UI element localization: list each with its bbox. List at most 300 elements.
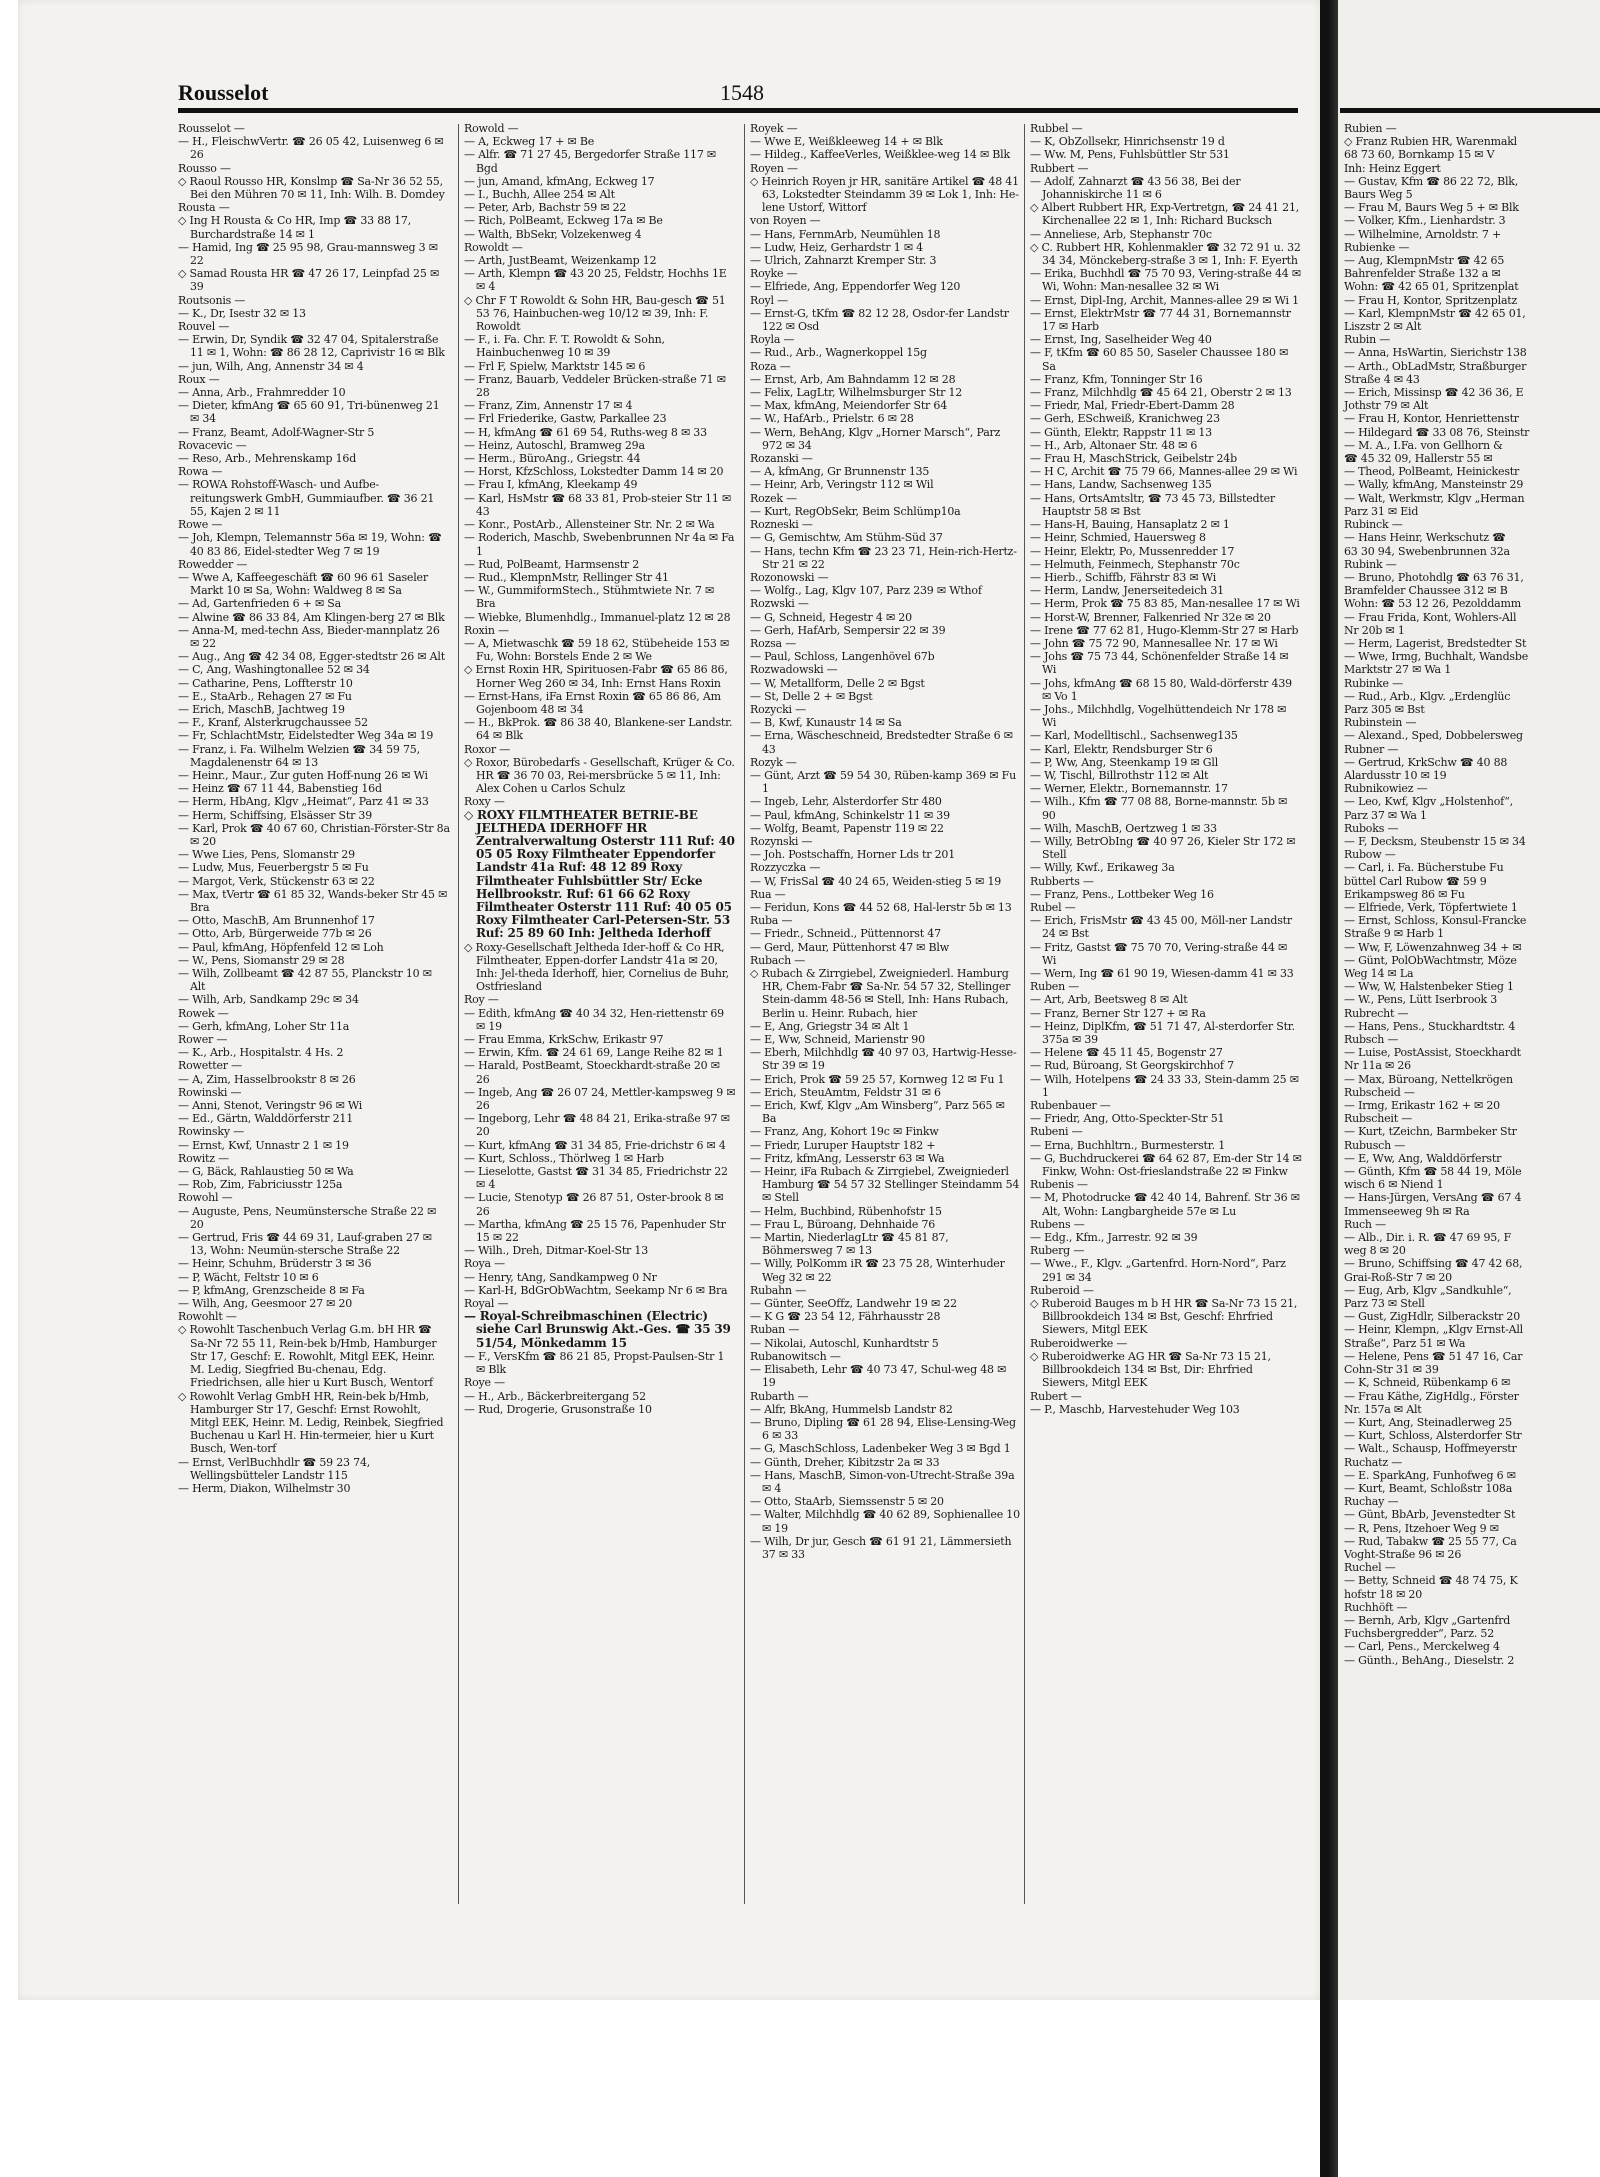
directory-entry: — Fritz, Gastst ☎ 75 70 70, Vering-straße 44 ✉ Wi — [1030, 940, 1288, 967]
directory-entry: — Ww. M, Pens, Fuhlsbüttler Str 531 — [1030, 148, 1230, 162]
directory-entry: — Rud, Büroang, St Georgskirchhof 7 — [1030, 1059, 1234, 1073]
directory-entry: — Aug., Ang ☎ 42 34 08, Egger-stedtstr 26 ✉ Alt — [178, 650, 445, 664]
directory-entry: Nr 20b ✉ 1 — [1344, 623, 1405, 637]
surname-heading: Routsonis — — [178, 293, 246, 307]
directory-entry: — Paul, Schloss, Langenhövel 67b — [750, 650, 935, 664]
directory-entry: Immenseeweg 9h ✉ Ra — [1344, 1204, 1470, 1218]
directory-entry: — John ☎ 75 72 90, Mannesallee Nr. 17 ✉ Wi — [1030, 636, 1278, 650]
surname-heading: Rozonowski — — [750, 570, 829, 584]
surname-heading: Rovacevic — — [178, 438, 247, 452]
directory-entry: — Franz, Berner Str 127 + ✉ Ra — [1030, 1006, 1206, 1020]
directory-entry: — Bernh, Arb, Klgv „Gartenfrd — [1344, 1613, 1511, 1627]
directory-entry: — Eberh, Milchhdlg ☎ 40 97 03, Hartwig-Hesse-Str 39 ✉ 19 — [750, 1046, 1017, 1073]
directory-entry: — Walth, BbSekr, Volzekenweg 4 — [464, 227, 642, 241]
directory-entry: Fuchsbergredder“, Parz. 52 — [1344, 1627, 1495, 1641]
directory-entry: — H C, Archit ☎ 75 79 66, Mannes-allee 29 ✉ Wi — [1030, 465, 1298, 479]
directory-entry: — Gustav, Kfm ☎ 86 22 72, Blk, — [1344, 174, 1519, 188]
directory-entry: Bramfelder Chaussee 312 ✉ B — [1344, 584, 1508, 598]
directory-entry: — Ernst, ElektrMstr ☎ 77 44 31, Bornemannstr 17 ✉ Harb — [1030, 306, 1291, 334]
directory-entry: — Franz, Kfm, Tonninger Str 16 — [1030, 372, 1203, 386]
surname-heading: Royke — — [750, 267, 798, 281]
directory-entry: — Wwe E, Weißkleeweg 14 + ✉ Blk — [750, 135, 943, 149]
directory-entry: — Lucie, Stenotyp ☎ 26 87 51, Oster-brook 8 ✉ 26 — [464, 1191, 724, 1218]
directory-entry: — Wally, kfmAng, Mansteinstr 29 — [1344, 478, 1524, 492]
directory-entry: — Hans, Pens., Stuckhardtstr. 4 — [1344, 1019, 1516, 1033]
directory-entry: — R, Pens, Itzehoer Weg 9 ✉ — [1344, 1521, 1499, 1535]
directory-entry: ◇ Ing H Rousta & Co HR, Imp ☎ 33 88 17, Burchardstraße 14 ✉ 1 — [178, 214, 412, 241]
directory-entry: — Gertrud, KrkSchw ☎ 40 88 — [1344, 755, 1508, 769]
directory-entry: — Friedr, Ang, Otto-Speckter-Str 51 — [1030, 1112, 1225, 1126]
directory-entry: — K G ☎ 23 54 12, Fährhausstr 28 — [750, 1310, 941, 1324]
directory-entry: — Auguste, Pens, Neumünstersche Straße 22 ✉ 20 — [178, 1204, 437, 1231]
directory-entry: — H, kfmAng ☎ 61 69 54, Ruths-weg 8 ✉ 33 — [464, 425, 707, 439]
directory-entry: — Karl, Modelltischl., Sachsenweg135 — [1030, 729, 1238, 743]
directory-entry: — jun, Wilh, Ang, Annenstr 34 ✉ 4 — [178, 359, 364, 373]
directory-entry: — Art, Arb, Beetsweg 8 ✉ Alt — [1030, 993, 1188, 1007]
directory-entry: — W., GummiformStech., Stühmtwiete Nr. 7 ✉ Bra — [464, 584, 715, 611]
surname-heading: Ruberoid — — [1030, 1283, 1094, 1297]
directory-entry: Ruchel — — [1344, 1561, 1396, 1575]
directory-entry: Rubscheid — — [1344, 1085, 1415, 1099]
directory-entry: — Max, Büroang, Nettelkrögen — [1344, 1072, 1513, 1086]
directory-entry: Straße 9 ✉ Harb 1 — [1344, 927, 1444, 941]
directory-entry: 63 30 94, Swebenbrunnen 32a — [1344, 544, 1510, 558]
directory-entry: Nr. 157a ✉ Alt — [1344, 1402, 1422, 1416]
directory-entry: — Martha, kfmAng ☎ 25 15 76, Papenhuder Str 15 ✉ 22 — [464, 1217, 726, 1245]
directory-entry: ◇ Ruberoidwerke AG HR ☎ Sa-Nr 73 15 21, Billbrookdeich 134 ✉ Bst, Dir: Ehrfried Siewers, Mitgl EEK — [1030, 1349, 1271, 1390]
directory-entry: — Joh. Postschaffn, Horner Lds tr 201 — [750, 848, 956, 862]
directory-entry: — Helm, Buchbind, Rübenhofstr 15 — [750, 1204, 942, 1218]
directory-entry: — Ernst, Kwf, Unnastr 2 1 ✉ 19 — [178, 1138, 349, 1152]
directory-entry: — Anna, Arb., Frahmredder 10 — [178, 386, 346, 400]
directory-entry: — Arth, JustBeamt, Weizenkamp 12 — [464, 254, 657, 268]
directory-entry: — Hildeg., KaffeeVerles, Weißklee-weg 14 ✉ Blk — [750, 148, 1010, 162]
directory-entry: — Paul, kfmAng, Höpfenfeld 12 ✉ Loh — [178, 940, 384, 954]
directory-entry: — Wwe Lies, Pens, Slomanstr 29 — [178, 848, 355, 862]
directory-entry: — Karl, Prok ☎ 40 67 60, Christian-Förster-Str 8a ✉ 20 — [178, 821, 450, 848]
directory-entry: — Margot, Verk, Stückenstr 63 ✉ 22 — [178, 874, 375, 888]
surname-heading: Roxy — — [464, 795, 505, 809]
surname-heading: Rubach — — [750, 953, 806, 967]
directory-entry: Ruchay — — [1344, 1495, 1399, 1509]
directory-entry: Baurs Weg 5 — [1344, 188, 1413, 202]
directory-entry: — Kurt, tZeichn, Barmbeker Str — [1344, 1125, 1517, 1139]
directory-entry: — E, Ang, Griegstr 34 ✉ Alt 1 — [750, 1019, 910, 1033]
directory-entry: — Anneliese, Arb, Stephanstr 70c — [1030, 227, 1212, 241]
directory-entry: — Anna, HsWartin, Sierichstr 138 — [1344, 346, 1527, 360]
directory-entry: — Frau M, Baurs Weg 5 + ✉ Blk — [1344, 201, 1519, 215]
directory-entry: — G, Bäck, Rahlaustieg 50 ✉ Wa — [178, 1165, 354, 1179]
surname-heading: Rubenis — — [1030, 1178, 1088, 1192]
directory-entry: — B, Kwf, Kunaustr 14 ✉ Sa — [750, 716, 902, 730]
directory-entry: — Ernst-G, tKfm ☎ 82 12 28, Osdor-fer Landstr 122 ✉ Osd — [750, 306, 1009, 334]
directory-entry: — Günt, Arzt ☎ 59 54 30, Rüben-kamp 369 ✉ Fu 1 — [750, 768, 1016, 796]
directory-entry: — Ernst, Schloss, Konsul-Francke — [1344, 914, 1527, 928]
directory-entry: — Heinr, Klempn, „Klgv Ernst-All — [1344, 1323, 1523, 1337]
directory-entry: — F, Decksm, Steubenstr 15 ✉ 34 — [1344, 834, 1526, 848]
directory-entry: — Horst, KfzSchloss, Lokstedter Damm 14 ✉ 20 — [464, 465, 724, 479]
directory-entry: — Alfr. ☎ 71 27 45, Bergedorfer Straße 117 ✉ Bgd — [464, 148, 716, 175]
directory-entry: — Günter, SeeOffz, Landwehr 19 ✉ 22 — [750, 1297, 957, 1311]
directory-entry: — Hans Heinr, Werkschutz ☎ — [1344, 531, 1506, 545]
directory-entry: — Ingeborg, Lehr ☎ 48 84 21, Erika-straße 97 ✉ 20 — [464, 1112, 730, 1139]
directory-entry: — Friedr, Luruper Hauptstr 182 + — [750, 1138, 936, 1152]
directory-entry: ◇ Ernst Roxin HR, Spirituosen-Fabr ☎ 65 86 86, Horner Weg 260 ✉ 34, Inh: Ernst Hans Roxin — [464, 663, 728, 690]
directory-entry: Rubscheit — — [1344, 1112, 1413, 1126]
directory-entry: — Volker, Kfm., Lienhardstr. 3 — [1344, 214, 1506, 228]
directory-entry: — Alb., Dir. i. R. ☎ 47 69 95, F — [1344, 1231, 1512, 1245]
directory-entry: — F., i. Fa. Chr. F. T. Rowoldt & Sohn, Hainbuchenweg 10 ✉ 39 — [464, 333, 665, 360]
surname-heading: Ruberg — — [1030, 1244, 1085, 1258]
surname-heading: Rozwski — — [750, 597, 809, 611]
directory-entry: — Bruno, Dipling ☎ 61 28 94, Elise-Lensing-Weg 6 ✉ 33 — [750, 1415, 1016, 1443]
directory-entry: ◇ Chr F T Rowoldt & Sohn HR, Bau-gesch ☎ 51 53 76, Hainbuchen-weg 10/12 ✉ 39, Inh: F. Rowoldt — [464, 293, 726, 334]
surname-heading: Rowedder — — [178, 557, 248, 571]
directory-entry: Jothstr 79 ✉ Alt — [1344, 399, 1429, 413]
directory-entry: — Arth, Klempn ☎ 43 20 25, Feldstr, Hochhs 1E ✉ 4 — [464, 267, 727, 294]
directory-entry: — ROWA Rohstoff-Wasch- und Aufbe-reitungswerk GmbH, Gummiaufber. ☎ 36 21 55, Kajen 2 ✉ 11 — [178, 478, 435, 518]
directory-entry: — Wilh., Kfm ☎ 77 08 88, Borne-mannstr. 5b ✉ 90 — [1030, 795, 1288, 822]
directory-entry: — Horst-W, Brenner, Falkenried Nr 32e ✉ 20 — [1030, 610, 1271, 624]
directory-entry: büttel Carl Rubow ☎ 59 9 — [1344, 874, 1487, 888]
directory-entry: — Willy, Kwf., Erikaweg 3a — [1030, 861, 1175, 875]
directory-entry: — Herm, Landw, Jenerseitedeich 31 — [1030, 584, 1224, 598]
directory-entry: — Franz, i. Fa. Wilhelm Welzien ☎ 34 59 75, Magdalenenstr 64 ✉ 13 — [178, 742, 420, 769]
directory-entry: — G, MaschSchloss, Ladenbeker Weg 3 ✉ Bgd 1 — [750, 1442, 1011, 1456]
directory-entry: — Erich, FrisMstr ☎ 43 45 00, Möll-ner Landstr 24 ✉ Bst — [1030, 914, 1292, 941]
directory-entry: — Hildegard ☎ 33 08 76, Steinstr — [1344, 425, 1530, 439]
surname-heading: Roye — — [464, 1376, 505, 1390]
directory-entry: — Rud, Tabakw ☎ 25 55 77, Ca — [1344, 1534, 1517, 1548]
directory-entry: ◇ Rowohlt Verlag GmbH HR, Rein-bek b/Hmb, Hamburger Str 17, Geschf: Ernst Rowohlt, Mitgl EEK, Heinr. M. Ledig, Reinbek, Siegfried Buchenau u Karl H. Hin-termeier, hier u Kurt Busch, Wen-torf — [178, 1389, 444, 1456]
directory-page — [18, 0, 1320, 2000]
directory-entry: ◇ Rowohlt Taschenbuch Verlag G.m. bH HR ☎ Sa-Nr 72 55 11, Rein-bek b/Hmb, Hamburger Str 17, Geschf: E. Rowohlt, Mitgl EEK, Heinr. M. Ledig, Siegfried Bu-chenau, Edg. Friedrichsen, alle hier u Kurt Busch, Wentorf — [178, 1323, 437, 1390]
directory-entry: — Erna, Wäscheschneid, Bredstedter Straße 6 ✉ 43 — [750, 729, 1013, 756]
directory-entry: — Fritz, kfmAng, Lesserstr 63 ✉ Wa — [750, 1151, 945, 1165]
surname-heading: Rua — — [750, 887, 786, 901]
surname-heading: Royl — — [750, 293, 788, 307]
directory-entry: — Erwin, Kfm. ☎ 24 61 69, Lange Reihe 82 ✉ 1 — [464, 1046, 724, 1060]
directory-entry: — Hierb., Schiffb, Fährstr 83 ✉ Wi — [1030, 570, 1217, 584]
header-rule — [1340, 108, 1600, 113]
directory-entry: — Bruno, Photohdlg ☎ 63 76 31, — [1344, 570, 1524, 584]
directory-entry: — Alfr, BkAng, Hummelsb Landstr 82 — [750, 1402, 953, 1416]
header-rule — [178, 108, 1298, 113]
surname-heading: Rowold — — [464, 122, 519, 135]
directory-entry: — A, Mietwaschk ☎ 59 18 62, Stübeheide 153 ✉ Fu, Wohn: Borstels Ende 2 ✉ We — [464, 636, 730, 664]
directory-entry: Inh: Heinz Eggert — [1344, 161, 1441, 175]
surname-heading: von Royen — — [750, 214, 821, 228]
directory-entry: — Helene ☎ 45 11 45, Bogenstr 27 — [1030, 1046, 1223, 1060]
directory-entry: — Rud., KlempnMstr, Rellinger Str 41 — [464, 570, 669, 584]
directory-entry: — Herm, Prok ☎ 75 83 85, Man-nesallee 17 ✉ Wi — [1030, 597, 1300, 611]
directory-entry: — G, Buchdruckerei ☎ 64 62 87, Em-der Str 14 ✉ Finkw, Wohn: Ost-frieslandstraße 22 ✉ Finkw — [1030, 1151, 1302, 1179]
surname-heading: Rower — — [178, 1033, 228, 1047]
surname-heading: Ruben — — [1030, 980, 1080, 994]
directory-entry: — Frau H, Kontor, Henriettenstr — [1344, 412, 1519, 426]
directory-entry: — Carl, Pens., Merckelweg 4 — [1344, 1640, 1500, 1654]
directory-entry: — Alexand., Sped, Dobbelersweg — [1344, 729, 1523, 743]
directory-entry: — P, Wächt, Feltstr 10 ✉ 6 — [178, 1270, 319, 1284]
directory-entry: Rubnikowiez — — [1344, 782, 1428, 796]
directory-entry: — E., StaArb., Rehagen 27 ✉ Fu — [178, 689, 352, 703]
directory-entry: — Frau H, Kontor, Spritzenplatz — [1344, 293, 1518, 307]
directory-entry: — Carl, i. Fa. Bücherstube Fu — [1344, 861, 1504, 875]
directory-entry: — Rud., Arb., Wagnerkoppel 15g — [750, 346, 927, 360]
directory-entry: — Aug, KlempnMstr ☎ 42 65 — [1344, 254, 1505, 268]
directory-entry: — A, kfmAng, Gr Brunnenstr 135 — [750, 465, 930, 479]
directory-entry: — Frau I, kfmAng, Kleekamp 49 — [464, 478, 638, 492]
directory-entry: — Paul, kfmAng, Schinkelstr 11 ✉ 39 — [750, 808, 950, 822]
column-divider — [744, 124, 745, 1904]
directory-entry: — Erich, MaschB, Jachtweg 19 — [178, 702, 345, 716]
surname-heading: Rubeni — — [1030, 1125, 1083, 1139]
column-2 — [464, 122, 736, 1416]
directory-entry: — K, ObZollsekr, Hinrichsenstr 19 d — [1030, 135, 1225, 149]
directory-entry: — Gerh, HafArb, Sempersir 22 ✉ 39 — [750, 623, 946, 637]
directory-entry: — Franz, Ang, Kohort 19c ✉ Finkw — [750, 1125, 939, 1139]
directory-entry: — Frau Käthe, ZigHdlg., Förster — [1344, 1389, 1519, 1403]
directory-entry: — Erwin, Dr, Syndik ☎ 32 47 04, Spitalerstraße 11 ✉ 1, Wohn: ☎ 86 28 12, Caprivistr 16 ✉ Blk — [178, 333, 445, 360]
directory-entry: — Heinr., Maur., Zur guten Hoff-nung 26 ✉ Wi — [178, 768, 428, 782]
directory-entry: — Frau Frida, Kont, Wohlers-All — [1344, 610, 1517, 624]
directory-entry: — Feridun, Kons ☎ 44 52 68, Hal-lerstr 5b ✉ 13 — [750, 900, 1012, 914]
surname-heading: Roxin — — [464, 623, 509, 637]
surname-heading: Rouvel — — [178, 320, 230, 334]
directory-entry: Ruchatz — — [1344, 1455, 1403, 1469]
directory-entry: Weg 14 ✉ La — [1344, 967, 1414, 980]
directory-entry: Wohn: ☎ 42 65 01, Spritzenplat — [1344, 280, 1519, 294]
directory-entry: — Wilh, Dr jur, Gesch ☎ 61 91 21, Lämmersieth 37 ✉ 33 — [750, 1534, 1012, 1561]
directory-entry: — Günth, Kfm ☎ 58 44 19, Möle — [1344, 1165, 1522, 1179]
column-divider — [458, 124, 459, 1904]
directory-entry: — Edith, kfmAng ☎ 40 34 32, Hen-riettenstr 69 ✉ 19 — [464, 1006, 724, 1033]
directory-entry: — Friedr, Mal, Friedr-Ebert-Damm 28 — [1030, 399, 1235, 413]
surname-heading: Rowohlt — — [178, 1310, 237, 1324]
directory-entry: — Frl Friederike, Gastw, Parkallee 23 — [464, 412, 667, 426]
directory-entry: — Erika, Buchhdl ☎ 75 70 93, Vering-straße 44 ✉ Wi, Wohn: Man-nesallee 32 ✉ Wi — [1030, 267, 1301, 294]
directory-entry: — Theod, PolBeamt, Heinickestr — [1344, 465, 1520, 479]
surname-heading: Rubbert — — [1030, 161, 1089, 175]
directory-entry: Parz 31 ✉ Eid — [1344, 504, 1419, 518]
directory-entry: — Wilhelmine, Arnoldstr. 7 + — [1344, 227, 1501, 241]
directory-entry: — Ww, W, Halstenbeker Stieg 1 — [1344, 980, 1514, 994]
directory-entry: — Heinr, Arb, Veringstr 112 ✉ Wil — [750, 478, 934, 492]
directory-entry: Liszstr 2 ✉ Alt — [1344, 320, 1422, 334]
directory-entry: — Erich, Kwf, Klgv „Am Winsberg“, Parz 565 ✉ Ba — [750, 1099, 1005, 1126]
directory-entry: — P, kfmAng, Grenzscheide 8 ✉ Fa — [178, 1283, 365, 1297]
surname-heading: Roya — — [464, 1257, 505, 1271]
directory-entry: — Ernst, Dipl-Ing, Archit, Mannes-allee 29 ✉ Wi 1 — [1030, 293, 1299, 307]
directory-entry: — Kurt, Schloss., Thörlweg 1 ✉ Harb — [464, 1151, 664, 1165]
surname-heading: Rozneski — — [750, 518, 813, 532]
directory-entry: — Hans-Jürgen, VersAng ☎ 67 4 — [1344, 1191, 1522, 1205]
directory-entry: — Ingeb, Ang ☎ 26 07 24, Mettler-kampsweg 9 ✉ 26 — [464, 1085, 736, 1113]
directory-entry: — Joh, Klempn, Telemannstr 56a ✉ 19, Wohn: ☎ 40 83 86, Eidel-stedter Weg 7 ✉ 19 — [178, 531, 442, 558]
directory-entry: — E, Ww, Schneid, Marienstr 90 — [750, 1033, 925, 1047]
directory-entry: — Kurt, kfmAng ☎ 31 34 85, Frie-drichstr 6 ✉ 4 — [464, 1138, 726, 1152]
directory-entry: Rubow — — [1344, 848, 1396, 862]
directory-entry: — Karl, Elektr, Rendsburger Str 6 — [1030, 742, 1213, 756]
directory-entry: — Anni, Stenot, Veringstr 96 ✉ Wi — [178, 1099, 363, 1113]
directory-entry: — Franz, Pens., Lottbeker Weg 16 — [1030, 887, 1214, 901]
directory-entry: Parz 73 ✉ Stell — [1344, 1297, 1425, 1311]
directory-entry: — W., HafArb., Prielstr. 6 ✉ 28 — [750, 412, 914, 426]
directory-entry: — Roderich, Maschb, Swebenbrunnen Nr 4a ✉ Fa 1 — [464, 531, 735, 558]
directory-entry: — W., Pens, Siomanstr 29 ✉ 28 — [178, 953, 345, 967]
surname-heading: Rowohl — — [178, 1191, 233, 1205]
book-gutter — [1320, 0, 1338, 2177]
surname-heading: Roy — — [464, 993, 499, 1007]
directory-entry: — Willy, PolKomm iR ☎ 23 75 28, Winterhuder Weg 32 ✉ 22 — [750, 1257, 1005, 1284]
surname-heading: Rowitz — — [178, 1151, 229, 1165]
directory-entry: — Edg., Kfm., Jarrestr. 92 ✉ 39 — [1030, 1231, 1198, 1245]
directory-entry: ◇ Roxor, Bürobedarfs - Gesellschaft, Krüger & Co. HR ☎ 36 70 03, Rei-mersbrücke 5 ✉ 11, Inh: Alex Cohen u Carlos Schulz — [464, 755, 735, 796]
directory-entry: — Gerh, ESchweiß, Kranichweg 23 — [1030, 412, 1220, 426]
directory-entry: Rubrecht — — [1344, 1006, 1409, 1020]
directory-entry: — A, Zim, Hasselbrookstr 8 ✉ 26 — [178, 1072, 356, 1086]
directory-entry: — Wilh, MaschB, Oertzweg 1 ✉ 33 — [1030, 821, 1217, 835]
directory-entry: — Gerd, Maur, Püttenhorst 47 ✉ Blw — [750, 940, 949, 954]
directory-entry: — Wolfg, Beamt, Papenstr 119 ✉ 22 — [750, 821, 944, 835]
directory-entry: Rubusch — — [1344, 1138, 1406, 1152]
directory-entry: — Hans, FernmArb, Neumühlen 18 — [750, 227, 941, 241]
surname-heading: Roxor — — [464, 742, 511, 756]
directory-entry: — Walter, Milchhdlg ☎ 40 62 89, Sophienallee 10 ✉ 19 — [750, 1508, 1020, 1535]
directory-entry: — Karl, HsMstr ☎ 68 33 81, Prob-steier Str 11 ✉ 43 — [464, 491, 731, 518]
directory-entry: — Heinz, Autoschl, Bramweg 29a — [464, 438, 645, 452]
surname-heading: Rubahn — — [750, 1283, 807, 1297]
directory-entry: Ruchhöft — — [1344, 1600, 1408, 1614]
directory-entry: ◇ Roxy-Gesellschaft Jeltheda Ider-hoff & Co HR, Filmtheater, Eppen-dorfer Landstr 41a ✉ 20, Inh: Jel-theda Iderhoff, hier, Cornelius de Buhr, Ostfriesland — [464, 940, 729, 994]
directory-entry: — Rud, PolBeamt, Harmsenstr 2 — [464, 557, 640, 571]
surname-heading: Royla — — [750, 333, 795, 347]
directory-entry: — Wern, Ing ☎ 61 90 19, Wiesen-damm 41 ✉ 33 — [1030, 967, 1294, 980]
directory-entry: — Otto, Arb, Bürgerweide 77b ✉ 26 — [178, 927, 372, 941]
directory-entry: — Ww, F, Löwenzahnweg 34 + ✉ — [1344, 940, 1522, 954]
surname-heading: Rozyk — — [750, 755, 797, 769]
directory-entry: — Martin, NiederlagLtr ☎ 45 81 87, Böhmersweg 7 ✉ 13 — [750, 1231, 949, 1258]
directory-entry: — H., BkProk. ☎ 86 38 40, Blankene-ser Landstr. 64 ✉ Blk — [464, 716, 733, 743]
surname-heading: Rubenbauer — — [1030, 1099, 1111, 1113]
directory-entry: — Herm, HbAng, Klgv „Heimat“, Parz 41 ✉ 33 — [178, 795, 429, 809]
directory-entry: — Johs, kfmAng ☎ 68 15 80, Wald-dörferstr 439 ✉ Vo 1 — [1030, 676, 1292, 703]
column-1 — [178, 122, 450, 1495]
directory-entry: — Wolfg., Lag, Klgv 107, Parz 239 ✉ Wthof — [750, 584, 982, 598]
directory-entry: Rubink — — [1344, 557, 1397, 571]
directory-entry: Rubienke — — [1344, 240, 1410, 254]
directory-entry: — Günth., BehAng., Dieselstr. 2 — [1344, 1653, 1515, 1667]
surname-heading: Rowa — — [178, 465, 223, 479]
surname-heading: Rozwadowski — — [750, 663, 838, 677]
directory-entry: — Wwe A, Kaffeegeschäft ☎ 60 96 61 Saseler Markt 10 ✉ Sa, Wohn: Waldweg 8 ✉ Sa — [178, 570, 428, 598]
directory-entry: Voght-Straße 96 ✉ 26 — [1344, 1547, 1462, 1561]
directory-entry: Nr 11a ✉ 26 — [1344, 1059, 1411, 1073]
directory-entry: — Günt, BbArb, Jevenstedter St — [1344, 1508, 1516, 1522]
directory-entry: Marktstr 27 ✉ Wa 1 — [1344, 663, 1451, 677]
directory-entry: — H., FleischwVertr. ☎ 26 05 42, Luisenweg 6 ✉ 26 — [178, 135, 444, 162]
directory-entry: — A, Eckweg 17 + ✉ Be — [464, 135, 595, 149]
directory-entry: — Ed., Gärtn, Walddörferstr 211 — [178, 1112, 354, 1126]
directory-entry: — Rud, Drogerie, Grusonstraße 10 — [464, 1402, 652, 1416]
surname-heading: Rozzyczka — — [750, 861, 821, 875]
directory-entry: — Werner, Elektr., Bornemannstr. 17 — [1030, 782, 1228, 796]
directory-entry: — I., Buchh, Allee 254 ✉ Alt — [464, 188, 615, 202]
directory-entry: — Rich, PolBeamt, Eckweg 17a ✉ Be — [464, 214, 663, 228]
directory-entry: — Hans-H, Bauing, Hansaplatz 2 ✉ 1 — [1030, 518, 1230, 532]
directory-entry: Ruboks — — [1344, 821, 1399, 835]
surname-heading: Rubanowitsch — — [750, 1349, 841, 1363]
surname-heading: Royek — — [750, 122, 798, 135]
directory-entry: — Rob, Zim, Fabriciusstr 125a — [178, 1178, 343, 1192]
directory-entry: — Ingeb, Lehr, Alsterdorfer Str 480 — [750, 795, 942, 809]
directory-entry: wisch 6 ✉ Niend 1 — [1344, 1178, 1444, 1192]
directory-entry: — Walt., Schausp, Hoffmeyerstr — [1344, 1442, 1517, 1456]
directory-entry: ◇ Samad Rousta HR ☎ 47 26 17, Leinpfad 25 ✉ 39 — [178, 267, 439, 294]
directory-entry: — Günth, Dreher, Kibitzstr 2a ✉ 33 — [750, 1455, 940, 1469]
directory-entry: — Friedr., Schneid., Püttennorst 47 — [750, 927, 941, 941]
directory-entry: — Nikolai, Autoschl, Kunhardtstr 5 — [750, 1336, 939, 1350]
directory-entry: — Fr, SchlachtMstr, Eidelstedter Weg 34a ✉ 19 — [178, 729, 434, 743]
directory-entry: — H., Arb, Altonaer Str. 48 ✉ 6 — [1030, 438, 1198, 452]
surname-heading: Rowinsky — — [178, 1125, 244, 1139]
directory-entry: — Helene, Pens ☎ 51 47 16, Car — [1344, 1349, 1523, 1363]
directory-entry: — Ad, Gartenfrieden 6 + ✉ Sa — [178, 597, 341, 611]
directory-entry: — Max, tVertr ☎ 61 85 32, Wands-beker Str 45 ✉ Bra — [178, 887, 448, 914]
surname-heading: Ruba — — [750, 914, 793, 928]
directory-entry: — Wwe, Irmg, Buchhalt, Wandsbe — [1344, 650, 1529, 664]
directory-entry: — Irene ☎ 77 62 81, Hugo-Klemm-Str 27 ✉ Harb — [1030, 623, 1299, 637]
surname-heading: Rozsa — — [750, 636, 796, 650]
directory-entry: — Royal-Schreibmaschinen (Electric) siehe Carl Brunswig Akt.-Ges. ☎ 35 39 51/54, Mönkedamm 15 — [464, 1309, 731, 1350]
directory-entry: ◇ Ruberoid Bauges m b H HR ☎ Sa-Nr 73 15 21, Billbrookdeich 134 ✉ Bst, Geschf: Ehrfried Siewers, Mitgl EEK — [1030, 1297, 1298, 1337]
directory-entry: — Willy, BetrObIng ☎ 40 97 26, Kieler Str 172 ✉ Stell — [1030, 834, 1296, 862]
surname-heading: Rousselot — — [178, 122, 245, 135]
directory-entry: ◇ C. Rubbert HR, Kohlenmakler ☎ 32 72 91 u. 32 34 34, Mönckeberg-straße 3 ✉ 1, Inh: F. Eyerth — [1030, 240, 1301, 268]
directory-entry: — Wiebke, Blumenhdlg., Immanuel-platz 12 ✉ 28 — [464, 610, 731, 624]
directory-entry: Wohn: ☎ 53 12 26, Pezolddamm — [1344, 597, 1521, 611]
directory-entry: — St, Delle 2 + ✉ Bgst — [750, 689, 873, 703]
directory-entry: Cohn-Str 31 ✉ 39 — [1344, 1363, 1439, 1377]
directory-entry: Rubsch — — [1344, 1033, 1399, 1047]
directory-entry: — Ludw, Mus, Feuerbergstr 5 ✉ Fu — [178, 861, 369, 875]
adjacent-page — [1338, 0, 1600, 2000]
directory-entry: — Gust, ZigHdlr, Silberackstr 20 — [1344, 1310, 1521, 1324]
directory-entry: — E, Ww, Ang, Walddörferstr — [1344, 1151, 1502, 1165]
surname-heading: Rozynski — — [750, 834, 813, 848]
directory-entry: — M, Photodrucke ☎ 42 40 14, Bahrenf. Str 36 ✉ Alt, Wohn: Langbargheide 57e ✉ Lu — [1030, 1191, 1300, 1218]
directory-entry: — K, Schneid, Rübenkamp 6 ✉ — [1344, 1376, 1511, 1390]
surname-heading: Rowetter — — [178, 1059, 242, 1073]
directory-entry: — Hans, OrtsAmtsltr, ☎ 73 45 73, Billstedter Hauptstr 58 ✉ Bst — [1030, 491, 1275, 518]
directory-entry: — G, Schneid, Hegestr 4 ✉ 20 — [750, 610, 912, 624]
directory-entry: Alardusstr 10 ✉ 19 — [1344, 768, 1447, 782]
directory-entry: Grai-Roß-Str 7 ✉ 20 — [1344, 1270, 1452, 1284]
directory-entry: — Franz, Milchhdlg ☎ 45 64 21, Oberstr 2 ✉ 13 — [1030, 386, 1292, 400]
column-divider — [1024, 124, 1025, 1904]
directory-entry: — Gertrud, Fris ☎ 44 69 31, Lauf-graben 27 ✉ 13, Wohn: Neumün-stersche Straße 22 — [178, 1231, 432, 1258]
directory-entry: — Dieter, kfmAng ☎ 65 60 91, Tri-bünenweg 21 ✉ 34 — [178, 399, 440, 426]
directory-entry: — Johs., Milchhdlg, Vogelhüttendeich Nr 178 ✉ Wi — [1030, 702, 1287, 730]
surname-heading: Rubert — — [1030, 1389, 1082, 1403]
directory-entry: Bahrenfelder Straße 132 a ✉ — [1344, 267, 1501, 281]
directory-entry: — K., Dr, Isestr 32 ✉ 13 — [178, 306, 306, 320]
directory-entry: Rubien — — [1344, 122, 1397, 135]
directory-entry: — P., Maschb, Harvestehuder Weg 103 — [1030, 1402, 1240, 1416]
directory-entry: — W, FrisSal ☎ 40 24 65, Weiden-stieg 5 ✉ 19 — [750, 874, 1002, 888]
surname-heading: Roux — — [178, 372, 220, 386]
directory-entry: — Karl-H, BdGrObWachtm, Seekamp Nr 6 ✉ Bra — [464, 1283, 728, 1297]
